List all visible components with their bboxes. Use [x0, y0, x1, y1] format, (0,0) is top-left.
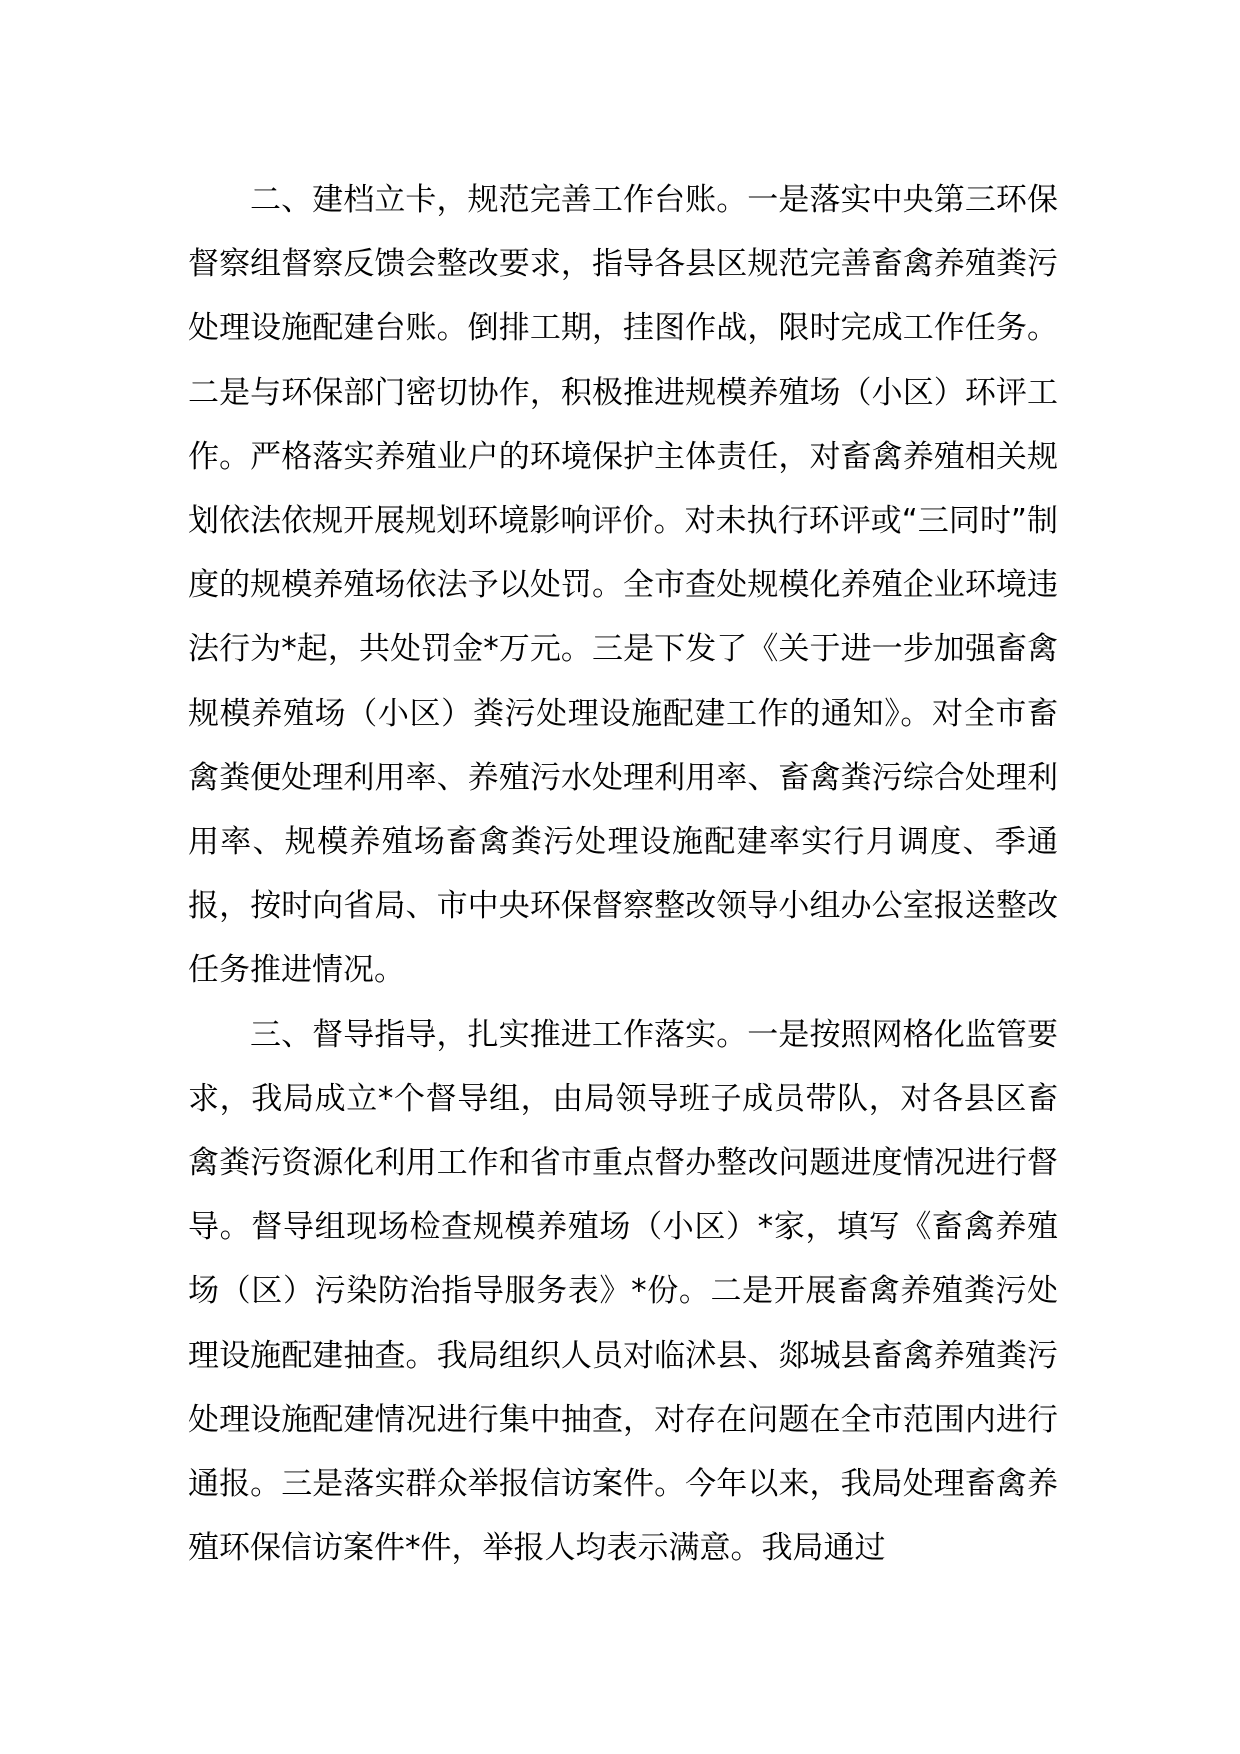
paragraph-supervision-guidance: 三、督导指导，扎实推进工作落实。一是按照网格化监管要求，我局成立*个督导组，由局领导班子成员带队，对各县区畜禽粪污资源化利用工作和省市重点督办整改问题进度情况进行督导。督导组现场检查规模养殖场（小区）*家，填写《畜禽养殖场（区）污染防治指导服务表》*份。二是开展畜禽养殖粪污处理设施配建抽查。我局组织人员对临沭县、郯城县畜禽养殖粪污处理设施配建情况进行集中抽查，对存在问题在全市范围内进行通报。三是落实群众举报信访案件。今年以来，我局处理畜禽养殖环保信访案件*件，举报人均表示满意。我局通过: [188, 1016, 1058, 1567]
document-body: [188, 168, 1058, 1580]
paragraph-archiving-ledger: 二、建档立卡，规范完善工作台账。一是落实中央第三环保督察组督察反馈会整改要求，指导各县区规范完善畜禽养殖粪污处理设施配建台账。倒排工期，挂图作战，限时完成工作任务。二是与环保部门密切协作，积极推进规模养殖场（小区）环评工作。严格落实养殖业户的环境保护主体责任，对畜禽养殖相关规划依法依规开展规划环境影响评价。对未执行环评或“三同时”制度的规模养殖场依法予以处罚。全市查处规模化养殖企业环境违法行为*起，共处罚金*万元。三是下发了《关于进一步加强畜禽规模养殖场（小区）粪污处理设施配建工作的通知》。对全市畜禽粪便处理利用率、养殖污水处理利用率、畜禽粪污综合处理利用率、规模养殖场畜禽粪污处理设施配建率实行月调度、季通报，按时向省局、市中央环保督察整改领导小组办公室报送整改任务推进情况。: [188, 182, 1058, 989]
